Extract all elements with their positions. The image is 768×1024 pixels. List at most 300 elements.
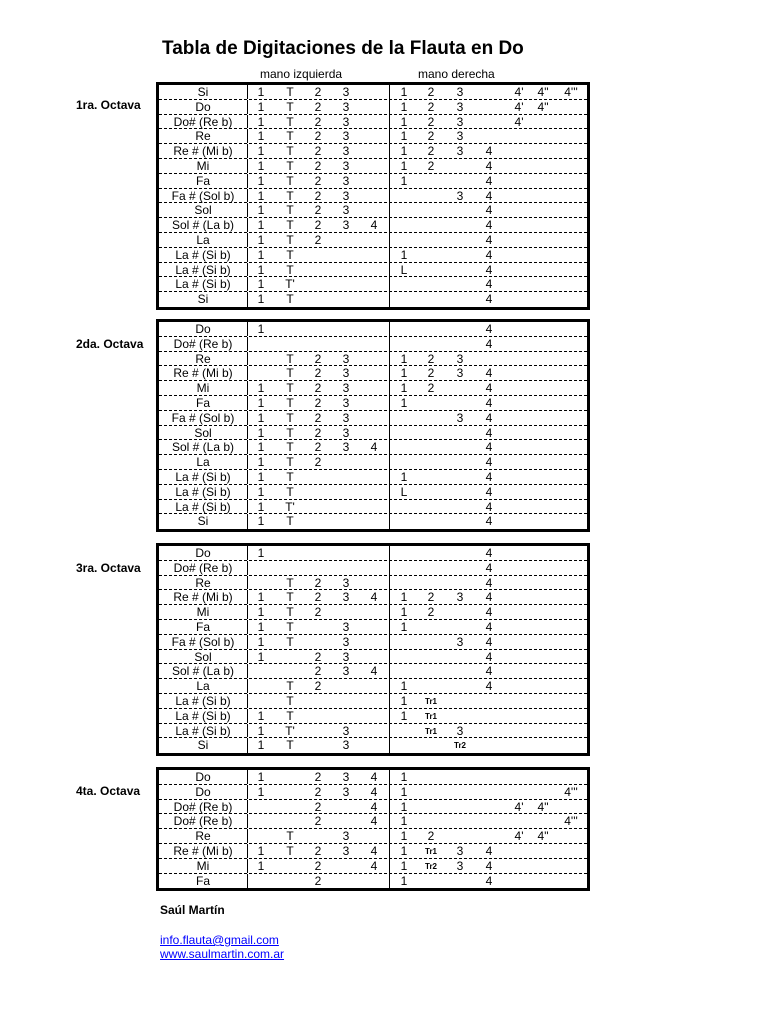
fingering-cell: 1: [257, 203, 265, 218]
fingering-cell: 3: [342, 723, 350, 738]
column-divider: [247, 470, 248, 484]
fingering-cell: 1: [257, 723, 265, 738]
column-divider: [247, 85, 248, 99]
fingering-cell: 1: [400, 619, 408, 634]
right-hand-header: mano derecha: [418, 67, 495, 81]
table-row: [159, 100, 587, 115]
fingering-cell: 2: [314, 203, 322, 218]
fingering-cell: 1: [257, 469, 265, 484]
fingering-cell: 4: [485, 188, 493, 203]
fingering-cell: 2: [314, 679, 322, 694]
column-divider: [389, 277, 390, 291]
note-name: Si: [197, 85, 209, 99]
left-hand-header: mano izquierda: [260, 67, 343, 81]
fingering-cell: T: [286, 619, 294, 634]
table-row: [159, 292, 587, 307]
fingering-cell: T: [286, 738, 294, 753]
fingering-cell: 4: [485, 873, 493, 888]
column-divider: [247, 620, 248, 634]
column-divider: [247, 218, 248, 232]
column-divider: [247, 650, 248, 664]
fingering-cell: 4: [485, 546, 493, 560]
fingering-cell: 2: [427, 351, 435, 366]
note-name: Do: [195, 546, 211, 560]
column-divider: [247, 829, 248, 843]
note-name: Fa # (Sol b): [171, 634, 235, 649]
fingering-cell: T: [286, 693, 294, 708]
note-name: Si: [197, 514, 209, 529]
table-row: [159, 381, 587, 396]
fingering-cell: 4: [485, 381, 493, 396]
table-row: [159, 770, 587, 785]
fingering-cell: T: [286, 590, 294, 605]
column-divider: [389, 576, 390, 590]
column-divider: [389, 829, 390, 843]
fingering-cell: 2: [427, 114, 435, 129]
column-divider: [247, 770, 248, 784]
fingering-cell: 2: [314, 395, 322, 410]
column-divider: [247, 785, 248, 799]
table-row: [159, 664, 587, 679]
note-name: La # (Si b): [175, 469, 231, 484]
note-name: Si: [197, 292, 209, 307]
fingering-cell: T: [286, 262, 294, 277]
column-divider: [389, 263, 390, 277]
fingering-cell: 3: [342, 381, 350, 396]
fingering-cell: 4: [370, 799, 378, 814]
fingering-cell: 4": [537, 799, 549, 814]
fingering-cell: 3: [342, 366, 350, 381]
fingering-cell: 3: [342, 203, 350, 218]
column-divider: [247, 576, 248, 590]
column-divider: [389, 635, 390, 649]
note-name: Do# (Re b): [173, 114, 233, 129]
note-name: Mi: [196, 381, 210, 396]
fingering-cell: 4: [485, 484, 493, 499]
table-row: [159, 800, 587, 815]
fingering-cell: T: [286, 381, 294, 396]
fingering-cell: T: [286, 203, 294, 218]
fingering-cell: 1: [257, 99, 265, 114]
column-divider: [389, 561, 390, 575]
fingering-cell: 3: [342, 351, 350, 366]
fingering-cell: 1: [257, 277, 265, 292]
fingering-cell: T: [286, 469, 294, 484]
note-name: Do# (Re b): [173, 799, 233, 814]
fingering-cell: T: [286, 218, 294, 233]
note-name: La # (Si b): [175, 708, 231, 723]
column-divider: [389, 590, 390, 604]
fingering-cell: 4': [514, 829, 524, 844]
note-name: Do: [195, 784, 211, 799]
fingering-cell: 2: [427, 381, 435, 396]
column-divider: [247, 144, 248, 158]
fingering-cell: 1: [257, 292, 265, 307]
fingering-cell: 1: [257, 484, 265, 499]
note-name: La # (Si b): [175, 277, 231, 292]
fingering-cell: 4: [485, 322, 493, 336]
fingering-cell: L: [400, 484, 408, 499]
fingering-cell: 1: [400, 144, 408, 159]
column-divider: [389, 115, 390, 129]
fingering-cell: 1: [257, 381, 265, 396]
column-divider: [389, 426, 390, 440]
fingering-cell: 1: [400, 395, 408, 410]
table-row: [159, 174, 587, 189]
fingering-cell: 3: [342, 784, 350, 799]
column-divider: [389, 814, 390, 828]
fingering-cell: 1: [400, 351, 408, 366]
fingering-cell: 2: [314, 351, 322, 366]
fingering-cell: 3: [456, 85, 464, 99]
fingering-cell: 1: [257, 129, 265, 144]
note-name: Sol: [194, 203, 212, 218]
fingering-cell: 1: [257, 649, 265, 664]
fingering-cell: 4: [485, 843, 493, 858]
fingering-cell: 4: [485, 514, 493, 529]
fingering-cell: 3: [456, 144, 464, 159]
column-divider: [389, 233, 390, 247]
column-divider: [389, 292, 390, 307]
column-divider: [247, 381, 248, 395]
octave-label: 3ra. Octava: [76, 561, 141, 575]
fingering-cell: 1: [400, 799, 408, 814]
fingering-cell: 1: [257, 85, 265, 99]
column-divider: [247, 426, 248, 440]
octave-table: [156, 543, 590, 756]
fingering-cell: 3: [342, 129, 350, 144]
fingering-cell: 1: [400, 85, 408, 99]
note-name: La # (Si b): [175, 499, 231, 514]
note-name: Re # (Mi b): [173, 843, 233, 858]
fingering-cell: 4: [485, 605, 493, 620]
fingering-cell: 4: [485, 410, 493, 425]
website-link[interactable]: www.saulmartin.com.ar: [160, 947, 285, 961]
fingering-cell: 4: [485, 575, 493, 590]
column-divider: [247, 738, 248, 753]
fingering-cell: T: [286, 605, 294, 620]
fingering-cell: 4: [485, 649, 493, 664]
column-divider: [389, 100, 390, 114]
fingering-cell: 1: [257, 114, 265, 129]
note-name: Fa: [195, 873, 210, 888]
page-title: Tabla de Digitaciones de la Flauta en Do: [162, 38, 524, 59]
table-row: [159, 366, 587, 381]
fingering-cell: T: [286, 366, 294, 381]
fingering-cell: 4: [485, 247, 493, 262]
table-row: [159, 396, 587, 411]
column-divider: [247, 546, 248, 560]
fingering-cell: 4: [485, 173, 493, 188]
table-row: [159, 650, 587, 665]
fingering-cell: 1: [400, 693, 408, 708]
table-row: [159, 605, 587, 620]
column-divider: [389, 189, 390, 203]
fingering-cell: 1: [257, 619, 265, 634]
note-name: Re # (Mi b): [173, 144, 233, 159]
fingering-cell: 2: [314, 770, 322, 784]
column-divider: [247, 455, 248, 469]
fingering-cell: 2: [314, 590, 322, 605]
fingering-cell: 1: [257, 262, 265, 277]
note-name: Si: [197, 738, 209, 753]
fingering-cell: 4: [485, 218, 493, 233]
fingering-cell: 3: [342, 99, 350, 114]
column-divider: [247, 248, 248, 262]
octave-label: 1ra. Octava: [76, 98, 141, 112]
table-row: [159, 829, 587, 844]
fingering-cell: 1: [400, 173, 408, 188]
column-divider: [389, 455, 390, 469]
fingering-cell: 1: [257, 218, 265, 233]
fingering-cell: 2: [314, 814, 322, 829]
fingering-cell: 1: [257, 173, 265, 188]
column-divider: [247, 814, 248, 828]
fingering-cell: T: [286, 129, 294, 144]
fingering-cell: T: [286, 395, 294, 410]
fingering-cell: 4: [485, 469, 493, 484]
fingering-cell: 1: [257, 858, 265, 873]
fingering-cell: 2: [314, 366, 322, 381]
fingering-cell: 1: [257, 322, 265, 336]
fingering-cell: 2: [314, 799, 322, 814]
fingering-cell: 3: [342, 590, 350, 605]
fingering-cell: 3: [342, 738, 350, 753]
fingering-cell: 3: [342, 649, 350, 664]
fingering-cell: 1: [400, 708, 408, 723]
fingering-cell: Tr1: [424, 711, 438, 721]
fingering-cell: 1: [400, 829, 408, 844]
table-row: [159, 189, 587, 204]
fingering-cell: 2: [314, 410, 322, 425]
column-divider: [247, 605, 248, 619]
fingering-cell: T: [286, 232, 294, 247]
column-divider: [389, 440, 390, 454]
octave-table: [156, 319, 590, 532]
table-row: [159, 337, 587, 352]
fingering-cell: T: [286, 144, 294, 159]
fingering-cell: 2: [314, 440, 322, 455]
fingering-cell: 2: [314, 232, 322, 247]
fingering-cell: 1: [257, 738, 265, 753]
fingering-cell: 2: [314, 158, 322, 173]
column-divider: [389, 605, 390, 619]
note-name: Do: [195, 322, 211, 336]
fingering-cell: 4''': [564, 814, 578, 829]
fingering-cell: T: [286, 634, 294, 649]
fingering-cell: T: [286, 292, 294, 307]
note-name: La # (Si b): [175, 723, 231, 738]
fingering-cell: 4: [485, 395, 493, 410]
fingering-cell: 2: [314, 425, 322, 440]
fingering-cell: 2: [314, 99, 322, 114]
fingering-cell: 4: [485, 292, 493, 307]
note-name: La: [196, 232, 210, 247]
note-name: La # (Si b): [175, 262, 231, 277]
column-divider: [389, 144, 390, 158]
fingering-cell: 3: [342, 575, 350, 590]
fingering-cell: 3: [456, 114, 464, 129]
column-divider: [247, 189, 248, 203]
column-divider: [389, 381, 390, 395]
fingering-cell: 4': [514, 85, 524, 99]
table-row: [159, 248, 587, 263]
fingering-cell: 1: [400, 814, 408, 829]
fingering-cell: 3: [456, 723, 464, 738]
fingering-cell: Tr2: [453, 741, 467, 751]
fingering-cell: 4: [485, 560, 493, 575]
fingering-cell: 2: [314, 173, 322, 188]
table-row: [159, 426, 587, 441]
fingering-cell: L: [400, 262, 408, 277]
fingering-cell: 4: [370, 770, 378, 784]
column-divider: [247, 485, 248, 499]
table-row: [159, 844, 587, 859]
fingering-cell: 1: [257, 634, 265, 649]
table-row: [159, 411, 587, 426]
fingering-cell: 1: [400, 99, 408, 114]
table-row: [159, 738, 587, 753]
fingering-cell: 1: [400, 605, 408, 620]
fingering-cell: 1: [400, 858, 408, 873]
fingering-cell: 3: [456, 188, 464, 203]
fingering-cell: 2: [314, 188, 322, 203]
note-name: Mi: [196, 158, 210, 173]
column-divider: [247, 174, 248, 188]
fingering-cell: 2: [314, 575, 322, 590]
email-link[interactable]: info.flauta@gmail.com: [160, 933, 279, 947]
fingering-cell: 4: [370, 814, 378, 829]
note-name: Re # (Mi b): [173, 590, 233, 605]
fingering-cell: 2: [314, 455, 322, 470]
note-name: Fa # (Sol b): [171, 410, 235, 425]
octave-table: [156, 82, 590, 310]
fingering-cell: Tr1: [424, 726, 438, 736]
note-name: Do# (Re b): [173, 560, 233, 575]
table-row: [159, 455, 587, 470]
fingering-cell: T': [285, 723, 295, 738]
column-divider: [389, 396, 390, 410]
table-row: [159, 694, 587, 709]
fingering-cell: 2: [314, 664, 322, 679]
fingering-cell: 2: [427, 144, 435, 159]
table-row: [159, 874, 587, 889]
fingering-cell: 1: [400, 114, 408, 129]
fingering-cell: 3: [342, 440, 350, 455]
fingering-cell: 2: [427, 366, 435, 381]
fingering-cell: T: [286, 679, 294, 694]
column-divider: [247, 322, 248, 336]
column-divider: [389, 411, 390, 425]
fingering-cell: 1: [400, 873, 408, 888]
column-divider: [247, 292, 248, 307]
table-row: [159, 159, 587, 174]
fingering-cell: 4: [485, 203, 493, 218]
fingering-cell: T: [286, 455, 294, 470]
note-name: Do: [195, 99, 211, 114]
fingering-cell: 2: [314, 114, 322, 129]
column-divider: [389, 800, 390, 814]
column-divider: [247, 352, 248, 366]
fingering-cell: 4: [485, 336, 493, 351]
column-divider: [389, 514, 390, 529]
fingering-cell: Tr1: [424, 846, 438, 856]
fingering-cell: 4: [370, 590, 378, 605]
table-row: [159, 129, 587, 144]
fingering-cell: 4: [485, 366, 493, 381]
fingering-cell: 1: [400, 366, 408, 381]
note-name: Do# (Re b): [173, 814, 233, 829]
fingering-cell: 4: [485, 664, 493, 679]
fingering-cell: 1: [257, 455, 265, 470]
fingering-cell: 4: [370, 664, 378, 679]
fingering-cell: 3: [342, 173, 350, 188]
column-divider: [389, 874, 390, 889]
fingering-cell: 3: [456, 366, 464, 381]
fingering-cell: 3: [342, 188, 350, 203]
table-row: [159, 485, 587, 500]
fingering-cell: T: [286, 351, 294, 366]
fingering-cell: 2: [427, 129, 435, 144]
column-divider: [247, 159, 248, 173]
column-divider: [247, 844, 248, 858]
fingering-cell: 4: [370, 440, 378, 455]
fingering-cell: 4": [537, 99, 549, 114]
fingering-cell: 4: [485, 455, 493, 470]
column-divider: [389, 85, 390, 99]
column-divider: [389, 770, 390, 784]
note-name: Re: [195, 351, 211, 366]
note-name: Fa: [195, 619, 210, 634]
fingering-cell: 1: [257, 232, 265, 247]
fingering-cell: 1: [257, 247, 265, 262]
fingering-cell: 2: [314, 129, 322, 144]
fingering-cell: T: [286, 114, 294, 129]
fingering-cell: 2: [427, 99, 435, 114]
table-row: [159, 576, 587, 591]
column-divider: [389, 738, 390, 753]
column-divider: [389, 159, 390, 173]
table-row: [159, 561, 587, 576]
fingering-cell: 1: [257, 440, 265, 455]
column-divider: [247, 396, 248, 410]
table-row: [159, 203, 587, 218]
fingering-cell: 3: [456, 129, 464, 144]
note-name: Sol: [194, 649, 212, 664]
column-divider: [389, 248, 390, 262]
note-name: Fa: [195, 173, 210, 188]
fingering-cell: 1: [257, 395, 265, 410]
note-name: Fa # (Sol b): [171, 188, 235, 203]
note-name: Do# (Re b): [173, 336, 233, 351]
table-row: [159, 546, 587, 561]
fingering-cell: 3: [342, 158, 350, 173]
table-row: [159, 218, 587, 233]
table-row: [159, 470, 587, 485]
column-divider: [389, 546, 390, 560]
fingering-cell: 2: [314, 784, 322, 799]
table-row: [159, 115, 587, 130]
fingering-cell: 4": [537, 829, 549, 844]
octave-table: [156, 767, 590, 891]
fingering-cell: 4: [485, 590, 493, 605]
column-divider: [247, 635, 248, 649]
fingering-cell: 2: [314, 381, 322, 396]
fingering-cell: T: [286, 440, 294, 455]
column-divider: [389, 366, 390, 380]
column-divider: [389, 664, 390, 678]
fingering-cell: 1: [400, 247, 408, 262]
